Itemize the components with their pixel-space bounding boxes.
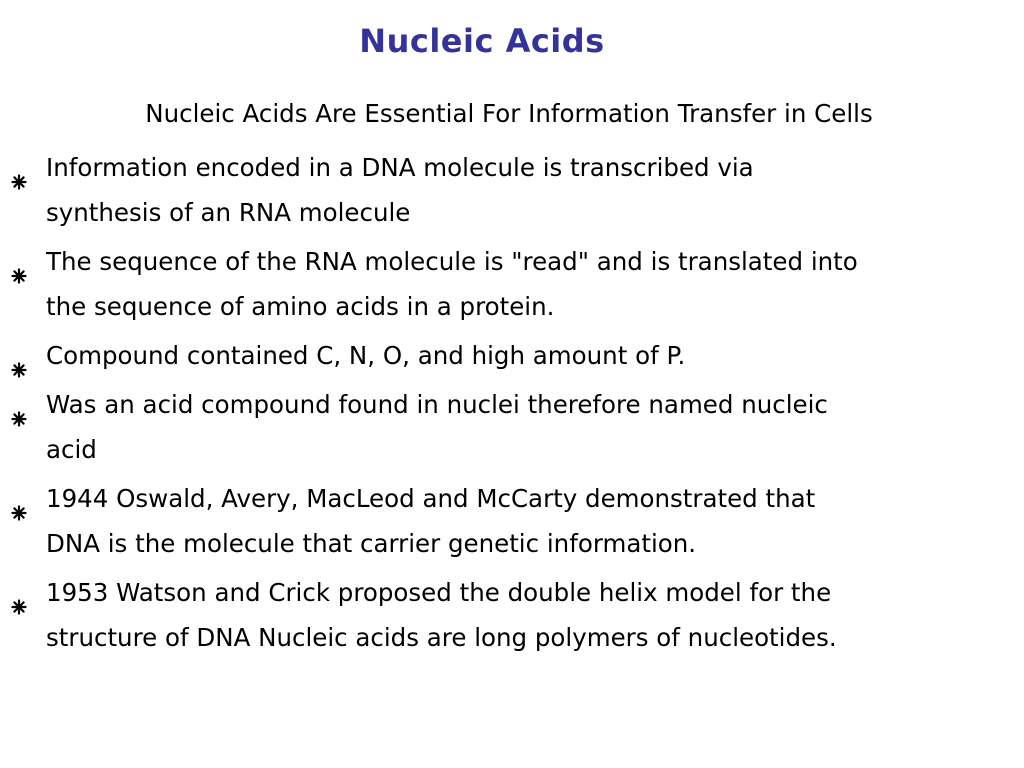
asterisk-bullet-icon [11, 396, 27, 412]
bullet-item [10, 382, 1020, 472]
bullet-item [10, 145, 1020, 235]
bullet-text-line: Was an acid compound found in nuclei therefore named nucleic [46, 390, 828, 419]
bullet-list [10, 145, 1020, 664]
bullet-text-line: Information encoded in a DNA molecule is transcribed via [46, 153, 754, 182]
asterisk-bullet-icon [11, 347, 27, 363]
bullet-text-line: the sequence of amino acids in a protein. [46, 292, 555, 321]
asterisk-bullet-icon [11, 490, 27, 506]
bullet-text-line: 1944 Oswald, Avery, MacLeod and McCarty demonstrated that [46, 484, 816, 513]
bullet-text-line: The sequence of the RNA molecule is "read" and is translated into [46, 247, 858, 276]
asterisk-bullet-icon [11, 584, 27, 600]
slide-title: Nucleic Acids [359, 22, 605, 60]
asterisk-bullet-icon [11, 253, 27, 269]
bullet-text-line: acid [46, 435, 97, 464]
bullet-item [10, 239, 1020, 329]
asterisk-bullet-icon [11, 159, 27, 175]
bullet-text-line: DNA is the molecule that carrier genetic information. [46, 529, 697, 558]
slide-subtitle: Nucleic Acids Are Essential For Information Transfer in Cells [145, 99, 873, 128]
bullet-item [10, 476, 1020, 566]
bullet-item [10, 333, 1020, 378]
bullet-text-line: Compound contained C, N, O, and high amount of P. [46, 341, 686, 370]
bullet-text-line: structure of DNA Nucleic acids are long polymers of nucleotides. [46, 623, 837, 652]
bullet-text-line: 1953 Watson and Crick proposed the double helix model for the [46, 578, 832, 607]
bullet-text-line: synthesis of an RNA molecule [46, 198, 411, 227]
bullet-item [10, 570, 1020, 660]
